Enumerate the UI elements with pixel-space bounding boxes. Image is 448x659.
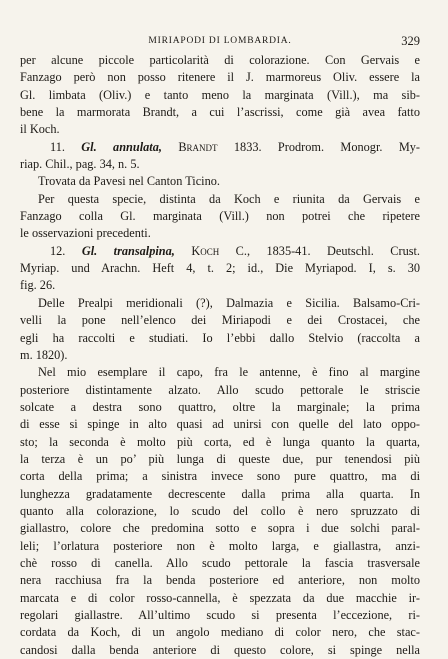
text-line: cordata da Koch, di un angolo mediano di color nero, che stac-	[20, 625, 420, 640]
text-line: Nel mio esemplare il capo, fra le antenne, è fino al margine	[38, 365, 420, 380]
text-line: Trovata da Pavesi nel Canton Ticino.	[38, 174, 220, 189]
text-line: lunghezza gradatamente decrescente dalla prima alla quarta. In	[20, 486, 420, 501]
text-line: egli ha raccolti e studiati. Io l’ebbi dallo Stelvio (raccolta a	[20, 330, 420, 345]
text-line: la terza è un po’ più lunga di queste due, pur tenendosi più	[20, 451, 420, 466]
text-line: Delle Prealpi meridionali (?), Dalmazia e Sicilia. Balsamo-Cri-	[38, 295, 420, 310]
page-number: 329	[401, 34, 420, 48]
text-line: riap. Chil., pag. 34, n. 5.	[20, 157, 140, 172]
text-line: per alcune piccole particolarità di colorazione. Con Gervais e	[20, 53, 420, 67]
text-line: regolari giallastre. All’ultimo scudo si presenta l’eccezione, ri-	[20, 608, 420, 622]
text-line: chè rosso di canella. Allo scudo pettorale la fascia trasversale	[20, 555, 420, 570]
body-text	[20, 52, 420, 659]
running-title: MIRIAPODI DI LOMBARDIA.	[148, 36, 292, 46]
text-line: il Koch.	[20, 122, 60, 137]
text-line: marcata e di color rosso-cannella, è spezzata da due macchie ir-	[20, 590, 420, 605]
text-line: quanto alla colorazione, lo scudo del collo è nero spruzzato di	[20, 503, 420, 518]
text-line: le osservazioni precedenti.	[20, 226, 151, 241]
text-line: velli la pone nell’elenco dei Miriapodi e dei Crostacei, che	[20, 313, 420, 328]
text-line: candosi dalla benda anteriore di questo colore, si spinge nella	[20, 642, 420, 657]
text-line: leli; l’orlatura posteriore non è molto larga, e giallastra, anzi-	[20, 538, 420, 553]
text-line: bene la marmorata Brandt, a cui l’ascrissi, come già avea fatto	[20, 105, 420, 120]
text-line: nera racchiusa fra la benda posteriore ed anteriore, non molto	[20, 573, 420, 588]
text-line: m. 1820).	[20, 347, 68, 362]
text-line: di esse si spinge in alto quasi ad unirsi con quelle del lato oppo-	[20, 417, 420, 432]
page-header	[20, 35, 420, 49]
text-line: posteriore distintamente alzato. Allo scudo pettorale le striscie	[20, 382, 420, 397]
text-line: corta della prima; a sinistra invece sono pure quattro, ma di	[20, 469, 420, 484]
text-line: giallastro, colore che predomina sotto e sopra i due solchi paral-	[20, 521, 420, 536]
text-line: fig. 26.	[20, 278, 56, 293]
text-line: Fanzago colla Gl. marginata (Vill.) non potrei che ripetere	[20, 209, 420, 224]
text-line: solcate a destra sono quattro, oltre la marginale; la prima	[20, 399, 420, 414]
species-heading-12: 12. Gl. transalpina, Koch C., 1835-41. Deutschl. Crust.	[50, 243, 420, 258]
text-line: Per questa specie, distinta da Koch e riunita da Gervais e	[38, 191, 420, 206]
text-line: Fanzago però non posso ritenere il J. marmoreus Oliv. essere la	[20, 70, 420, 85]
species-heading-11: 11. Gl. annulata, Brandt 1833. Prodrom. Monogr. My-	[50, 139, 420, 154]
text-line: sto; la seconda è molto più corta, ed è lunga quanto la quarta,	[20, 434, 420, 449]
text-line: Myriap. und Arachn. Heft 4, t. 2; id., Die Myriapod. I, s. 30	[20, 261, 420, 276]
text-line: Gl. limbata (Oliv.) e tanto meno la marginata (Vill.), ma sib-	[20, 87, 420, 102]
